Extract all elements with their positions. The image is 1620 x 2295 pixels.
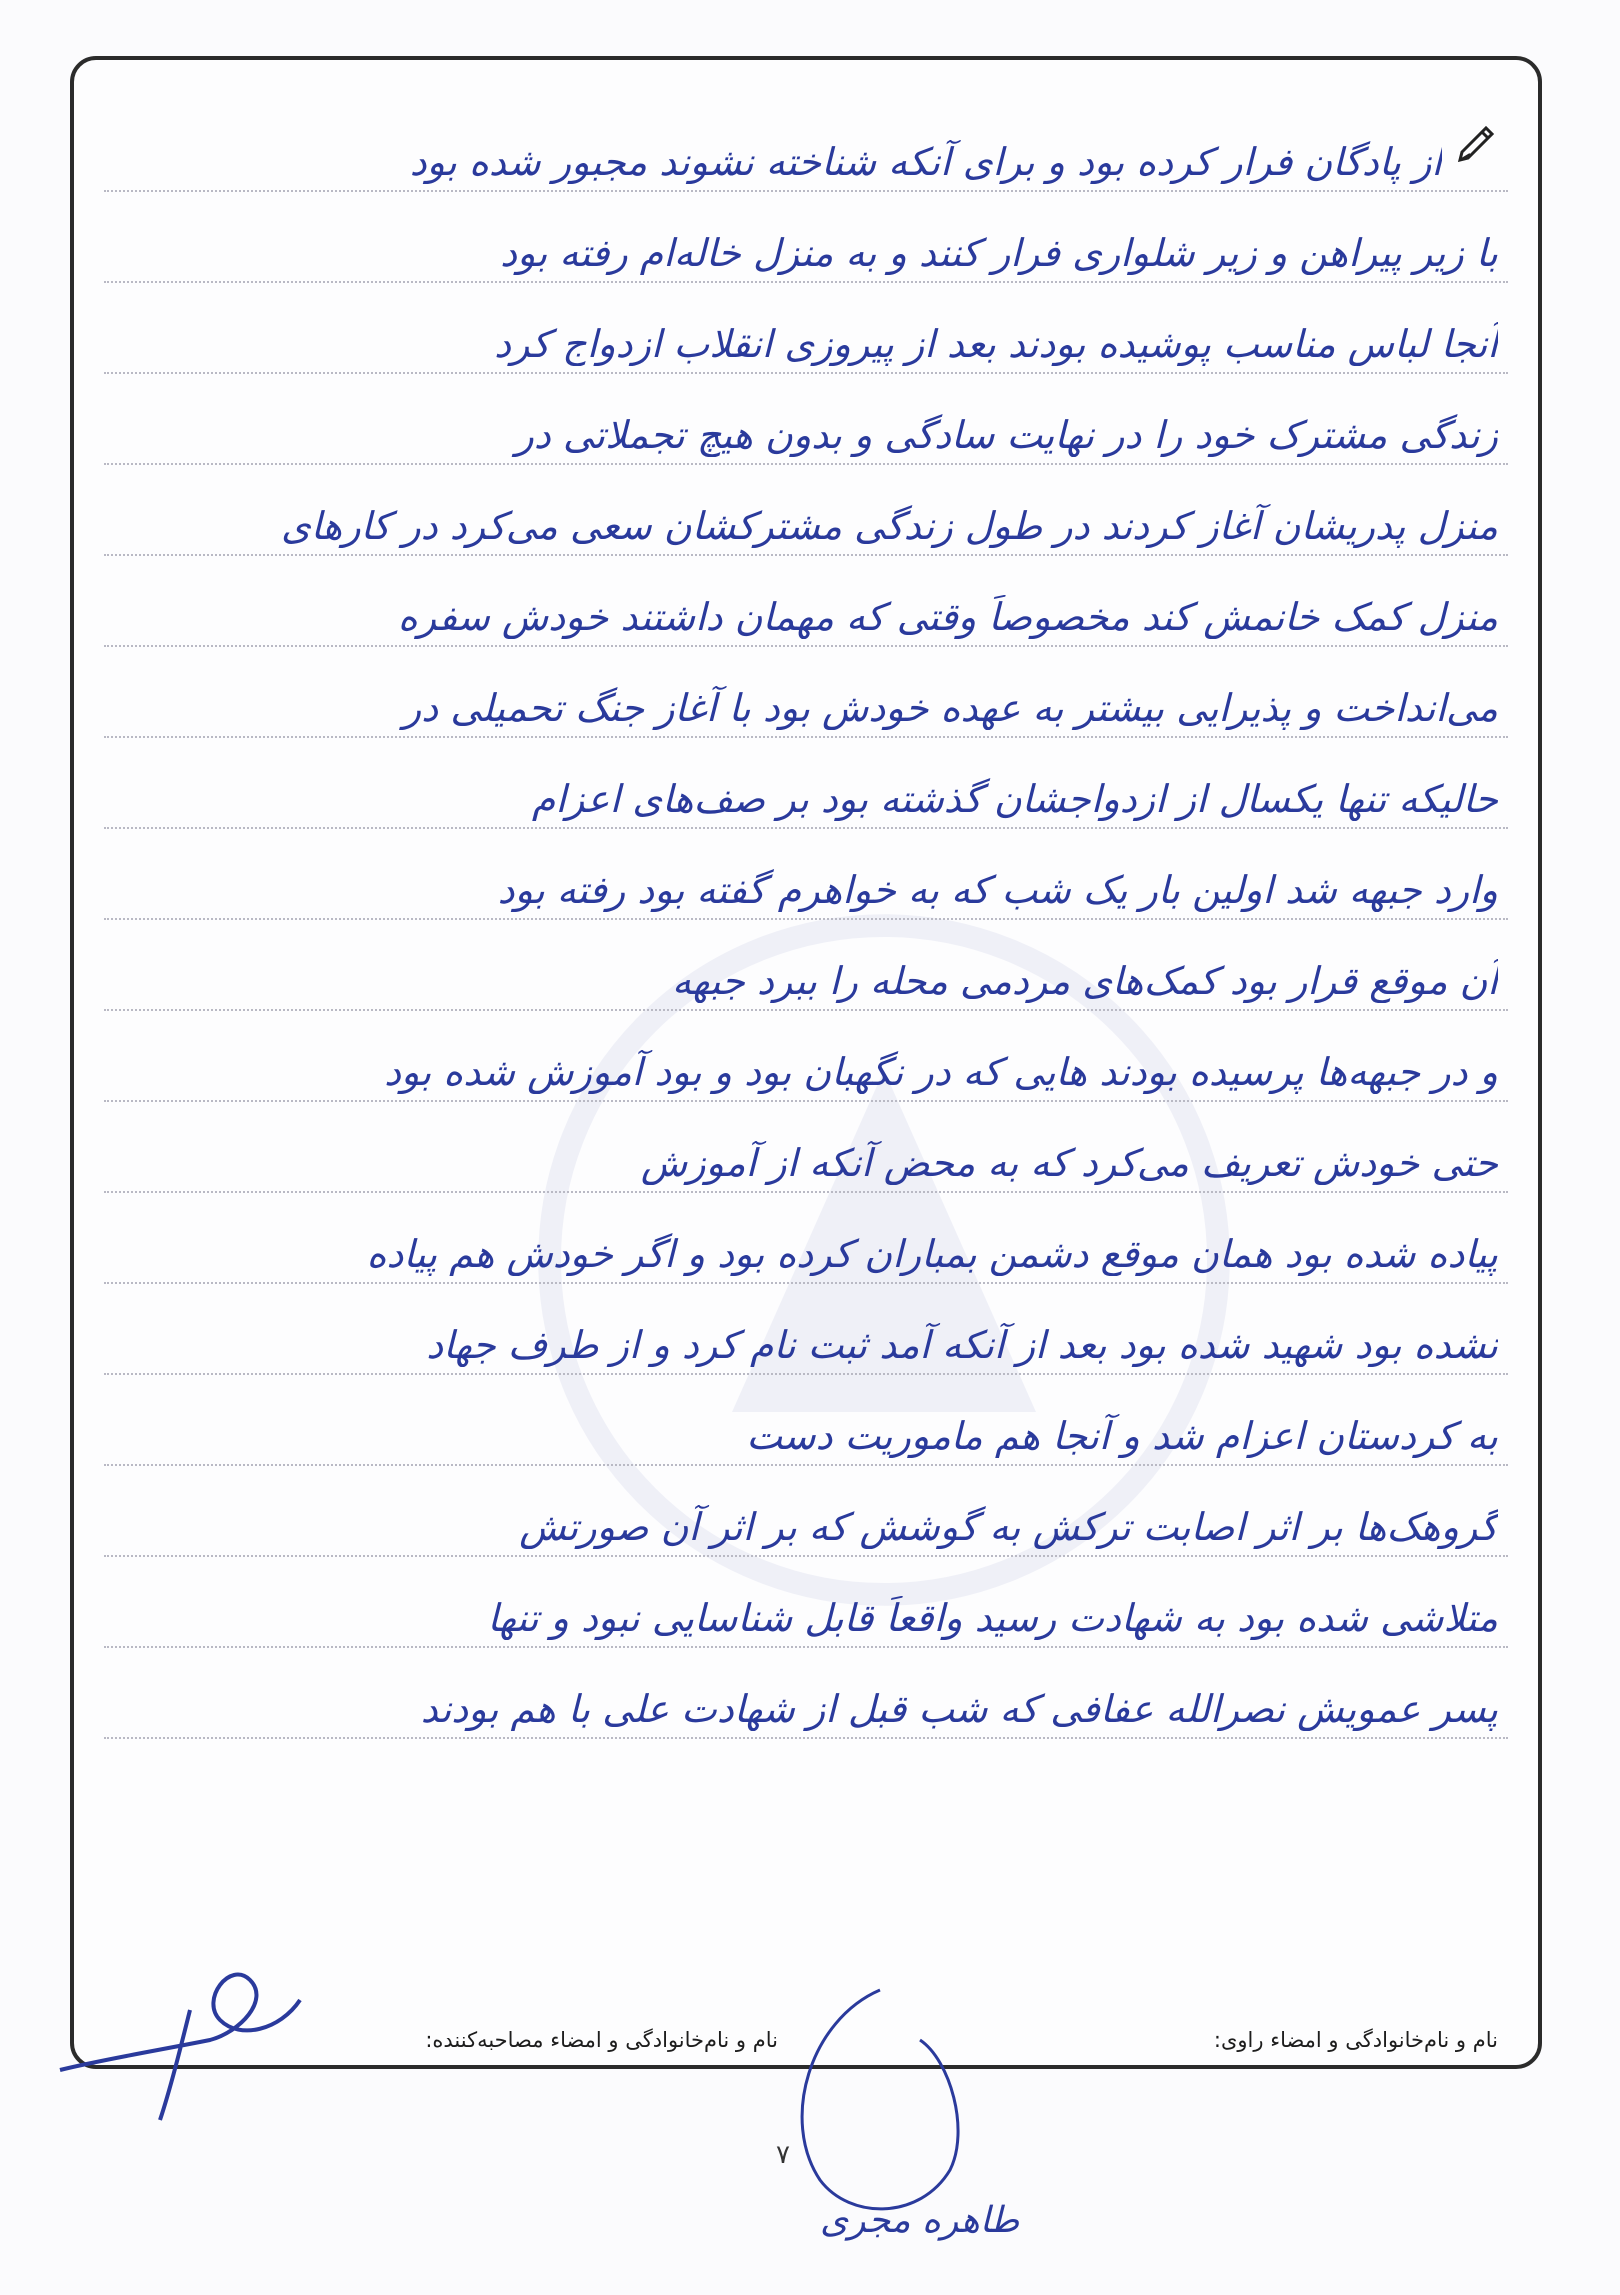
line-text: حالیکه تنها یکسال از ازدواجشان گذشته بود بر صف‌های اعزام bbox=[531, 777, 1498, 821]
text-line bbox=[104, 1192, 1508, 1284]
text-line bbox=[104, 555, 1508, 647]
line-text: وارد جبهه شد اولین بار یک شب که به خواهرم گفته بود رفته بود bbox=[497, 868, 1498, 912]
line-text: آن موقع قرار بود کمک‌های مردمی محله را ببرد جبهه bbox=[672, 959, 1498, 1003]
line-text: منزل کمک خانمش کند مخصوصاً وقتی که مهمان داشتند خودش سفره bbox=[397, 595, 1498, 639]
line-text: از پادگان فرار کرده بود و برای آنکه شناخته نشوند مجبور شده بود bbox=[409, 140, 1442, 184]
text-line bbox=[104, 646, 1508, 738]
line-text: با زیر پیراهن و زیر شلواری فرار کنند و به منزل خاله‌ام رفته بود bbox=[500, 231, 1498, 275]
line-text: به کردستان اعزام شد و آنجا هم ماموریت دست bbox=[746, 1414, 1498, 1458]
line-text: آنجا لباس مناسب پوشیده بودند بعد از پیروزی انقلاب ازدواج کرد bbox=[494, 322, 1498, 366]
text-line bbox=[104, 191, 1508, 283]
text-line bbox=[104, 1283, 1508, 1375]
text-line bbox=[104, 1647, 1508, 1739]
line-text: گروهک‌ها بر اثر اصابت ترکش به گوشش که بر اثر آن صورتش bbox=[519, 1505, 1498, 1549]
line-text: می‌انداخت و پذیرایی بیشتر به عهده خودش بود با آغاز جنگ تحمیلی در bbox=[402, 686, 1498, 730]
line-text: نشده بود شهید شده بود بعد از آنکه آمد ثبت نام کرد و از طرف جهاد bbox=[426, 1323, 1498, 1367]
interviewer-signature-label: نام و نام‌خانوادگی و امضاء مصاحبه‌کننده: bbox=[425, 2028, 778, 2052]
page-number: ۷ bbox=[776, 2140, 790, 2170]
text-line bbox=[104, 1101, 1508, 1193]
line-text: پیاده شده بود همان موقع دشمن بمباران کرده بود و اگر خودش هم پیاده bbox=[366, 1232, 1498, 1276]
text-line bbox=[104, 1374, 1508, 1466]
text-line bbox=[104, 919, 1508, 1011]
line-text: منزل پدریشان آغاز کردند در طول زندگی مشترکشان سعی می‌کرد در کارهای bbox=[280, 504, 1498, 548]
text-line bbox=[104, 1010, 1508, 1102]
line-text: متلاشی شده بود به شهادت رسید واقعاً قابل شناسایی نبود و تنها bbox=[487, 1596, 1498, 1640]
interviewer-name: طاهره مجری bbox=[820, 2200, 1020, 2241]
page-frame bbox=[70, 56, 1542, 2069]
text-line bbox=[104, 464, 1508, 556]
text-line bbox=[104, 100, 1508, 192]
text-line bbox=[104, 737, 1508, 829]
line-text: زندگی مشترک خود را در نهایت سادگی و بدون هیچ تجملاتی در bbox=[515, 413, 1498, 457]
narrator-signature-label: نام و نام‌خانوادگی و امضاء راوی: bbox=[1213, 2028, 1498, 2052]
text-line bbox=[104, 828, 1508, 920]
text-line bbox=[104, 282, 1508, 374]
line-text: حتی خودش تعریف می‌کرد که به محض آنکه از آموزش bbox=[640, 1141, 1498, 1185]
text-line bbox=[104, 1465, 1508, 1557]
text-line bbox=[104, 1556, 1508, 1648]
line-text: و در جبهه‌ها پرسیده بودند هایی که در نگهبان بود و بود آموزش شده بود bbox=[384, 1050, 1498, 1094]
text-line bbox=[104, 373, 1508, 465]
line-text: پسر عمویش نصرالله عفافی که شب قبل از شهادت علی با هم بودند bbox=[420, 1687, 1498, 1731]
narrator-signature bbox=[40, 1940, 320, 2130]
